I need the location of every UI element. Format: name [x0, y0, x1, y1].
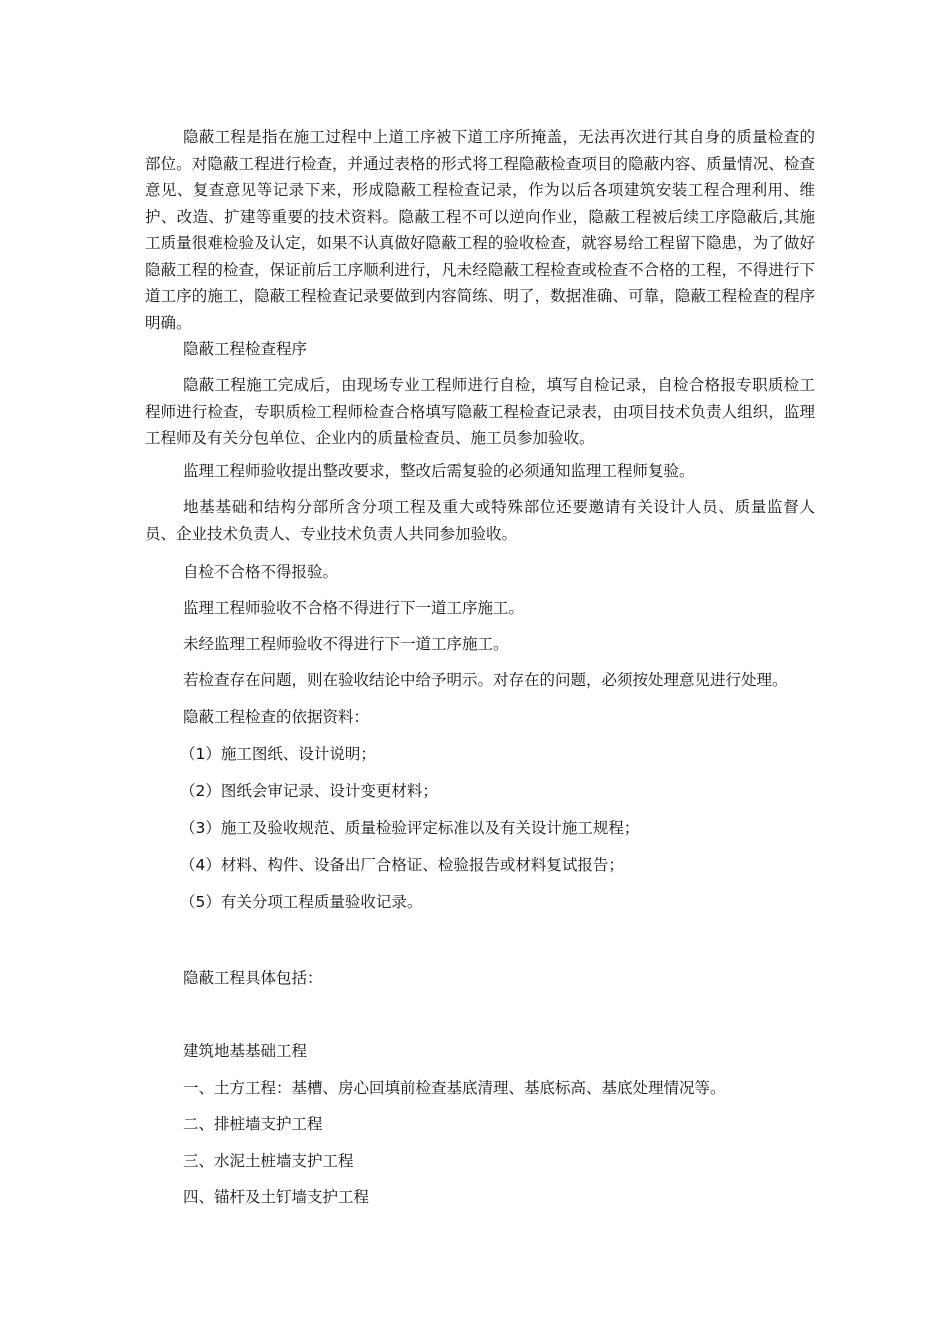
basis-item: （1）施工图纸、设计说明； — [180, 745, 376, 763]
rule-line-1: 自检不合格不得报验。 — [183, 563, 339, 581]
foundation-item: 四、锚杆及土钉墙支护工程 — [183, 1188, 370, 1206]
procedure-heading: 隐蔽工程检查程序 — [183, 340, 308, 358]
basis-item: （3）施工及验收规范、质量检验评定标准以及有关设计施工规程； — [180, 819, 640, 837]
procedure-paragraph-2: 监理工程师验收提出整改要求，整改后需复验的必须通知监理工程师复验。 — [183, 462, 695, 480]
procedure-paragraph-1: 隐蔽工程施工完成后，由现场专业工程师进行自检，填写自检记录，自检合格报专职质检工程师进行检查，专职质检工程师检查合格填写隐蔽工程检查记录表，由项目技术负责人组织，监理工程师及有关分包单位、企业内的质量检查员、施工员参加验收。 — [145, 376, 815, 447]
rule-line-2: 监理工程师验收不合格不得进行下一道工序施工。 — [183, 599, 525, 617]
basis-heading: 隐蔽工程检查的依据资料： — [183, 708, 370, 726]
basis-item: （4）材料、构件、设备出厂合格证、检验报告或材料复试报告； — [180, 856, 624, 874]
foundation-heading: 建筑地基基础工程 — [183, 1042, 308, 1060]
basis-item: （2）图纸会审记录、设计变更材料； — [180, 782, 438, 800]
scope-heading: 隐蔽工程具体包括： — [183, 969, 323, 987]
rule-line-4: 若检查存在问题，则在验收结论中给予明示。对存在的问题，必须按处理意见进行处理。 — [183, 671, 788, 689]
foundation-item: 二、排桩墙支护工程 — [183, 1115, 323, 1133]
basis-item: （5）有关分项工程质量验收记录。 — [180, 893, 423, 911]
foundation-item: 三、水泥土桩墙支护工程 — [183, 1152, 354, 1170]
foundation-item: 一、土方工程：基槽、房心回填前检查基底清理、基底标高、基底处理情况等。 — [183, 1079, 726, 1097]
procedure-paragraph-3: 地基基础和结构分部所含分项工程及重大或特殊部位还要邀请有关设计人员、质量监督人员、企业技术负责人、专业技术负责人共同参加验收。 — [145, 498, 815, 543]
rule-line-3: 未经监理工程师验收不得进行下一道工序施工。 — [183, 635, 509, 653]
intro-paragraph: 隐蔽工程是指在施工过程中上道工序被下道工序所掩盖，无法再次进行其自身的质量检查的部位。对隐蔽工程进行检查，并通过表格的形式将工程隐蔽检查项目的隐蔽内容、质量情况、检查意见、复查意见等记录下来，形成隐蔽工程检查记录，作为以后各项建筑安装工程合理利用、维护、改造、扩建等重要的技术资料。隐蔽工程不可以逆向作业，隐蔽工程被后续工序隐蔽后,其施工质量很难检验及认定，如果不认真做好隐蔽工程的验收检查，就容易给工程留下隐患，为了做好隐蔽工程的检查，保证前后工序顺利进行，凡未经隐蔽工程检查或检查不合格的工程，不得进行下道工序的施工，隐蔽工程检查记录要做到内容简练、明了，数据准确、可靠，隐蔽工程检查的程序明确。 — [145, 128, 815, 332]
